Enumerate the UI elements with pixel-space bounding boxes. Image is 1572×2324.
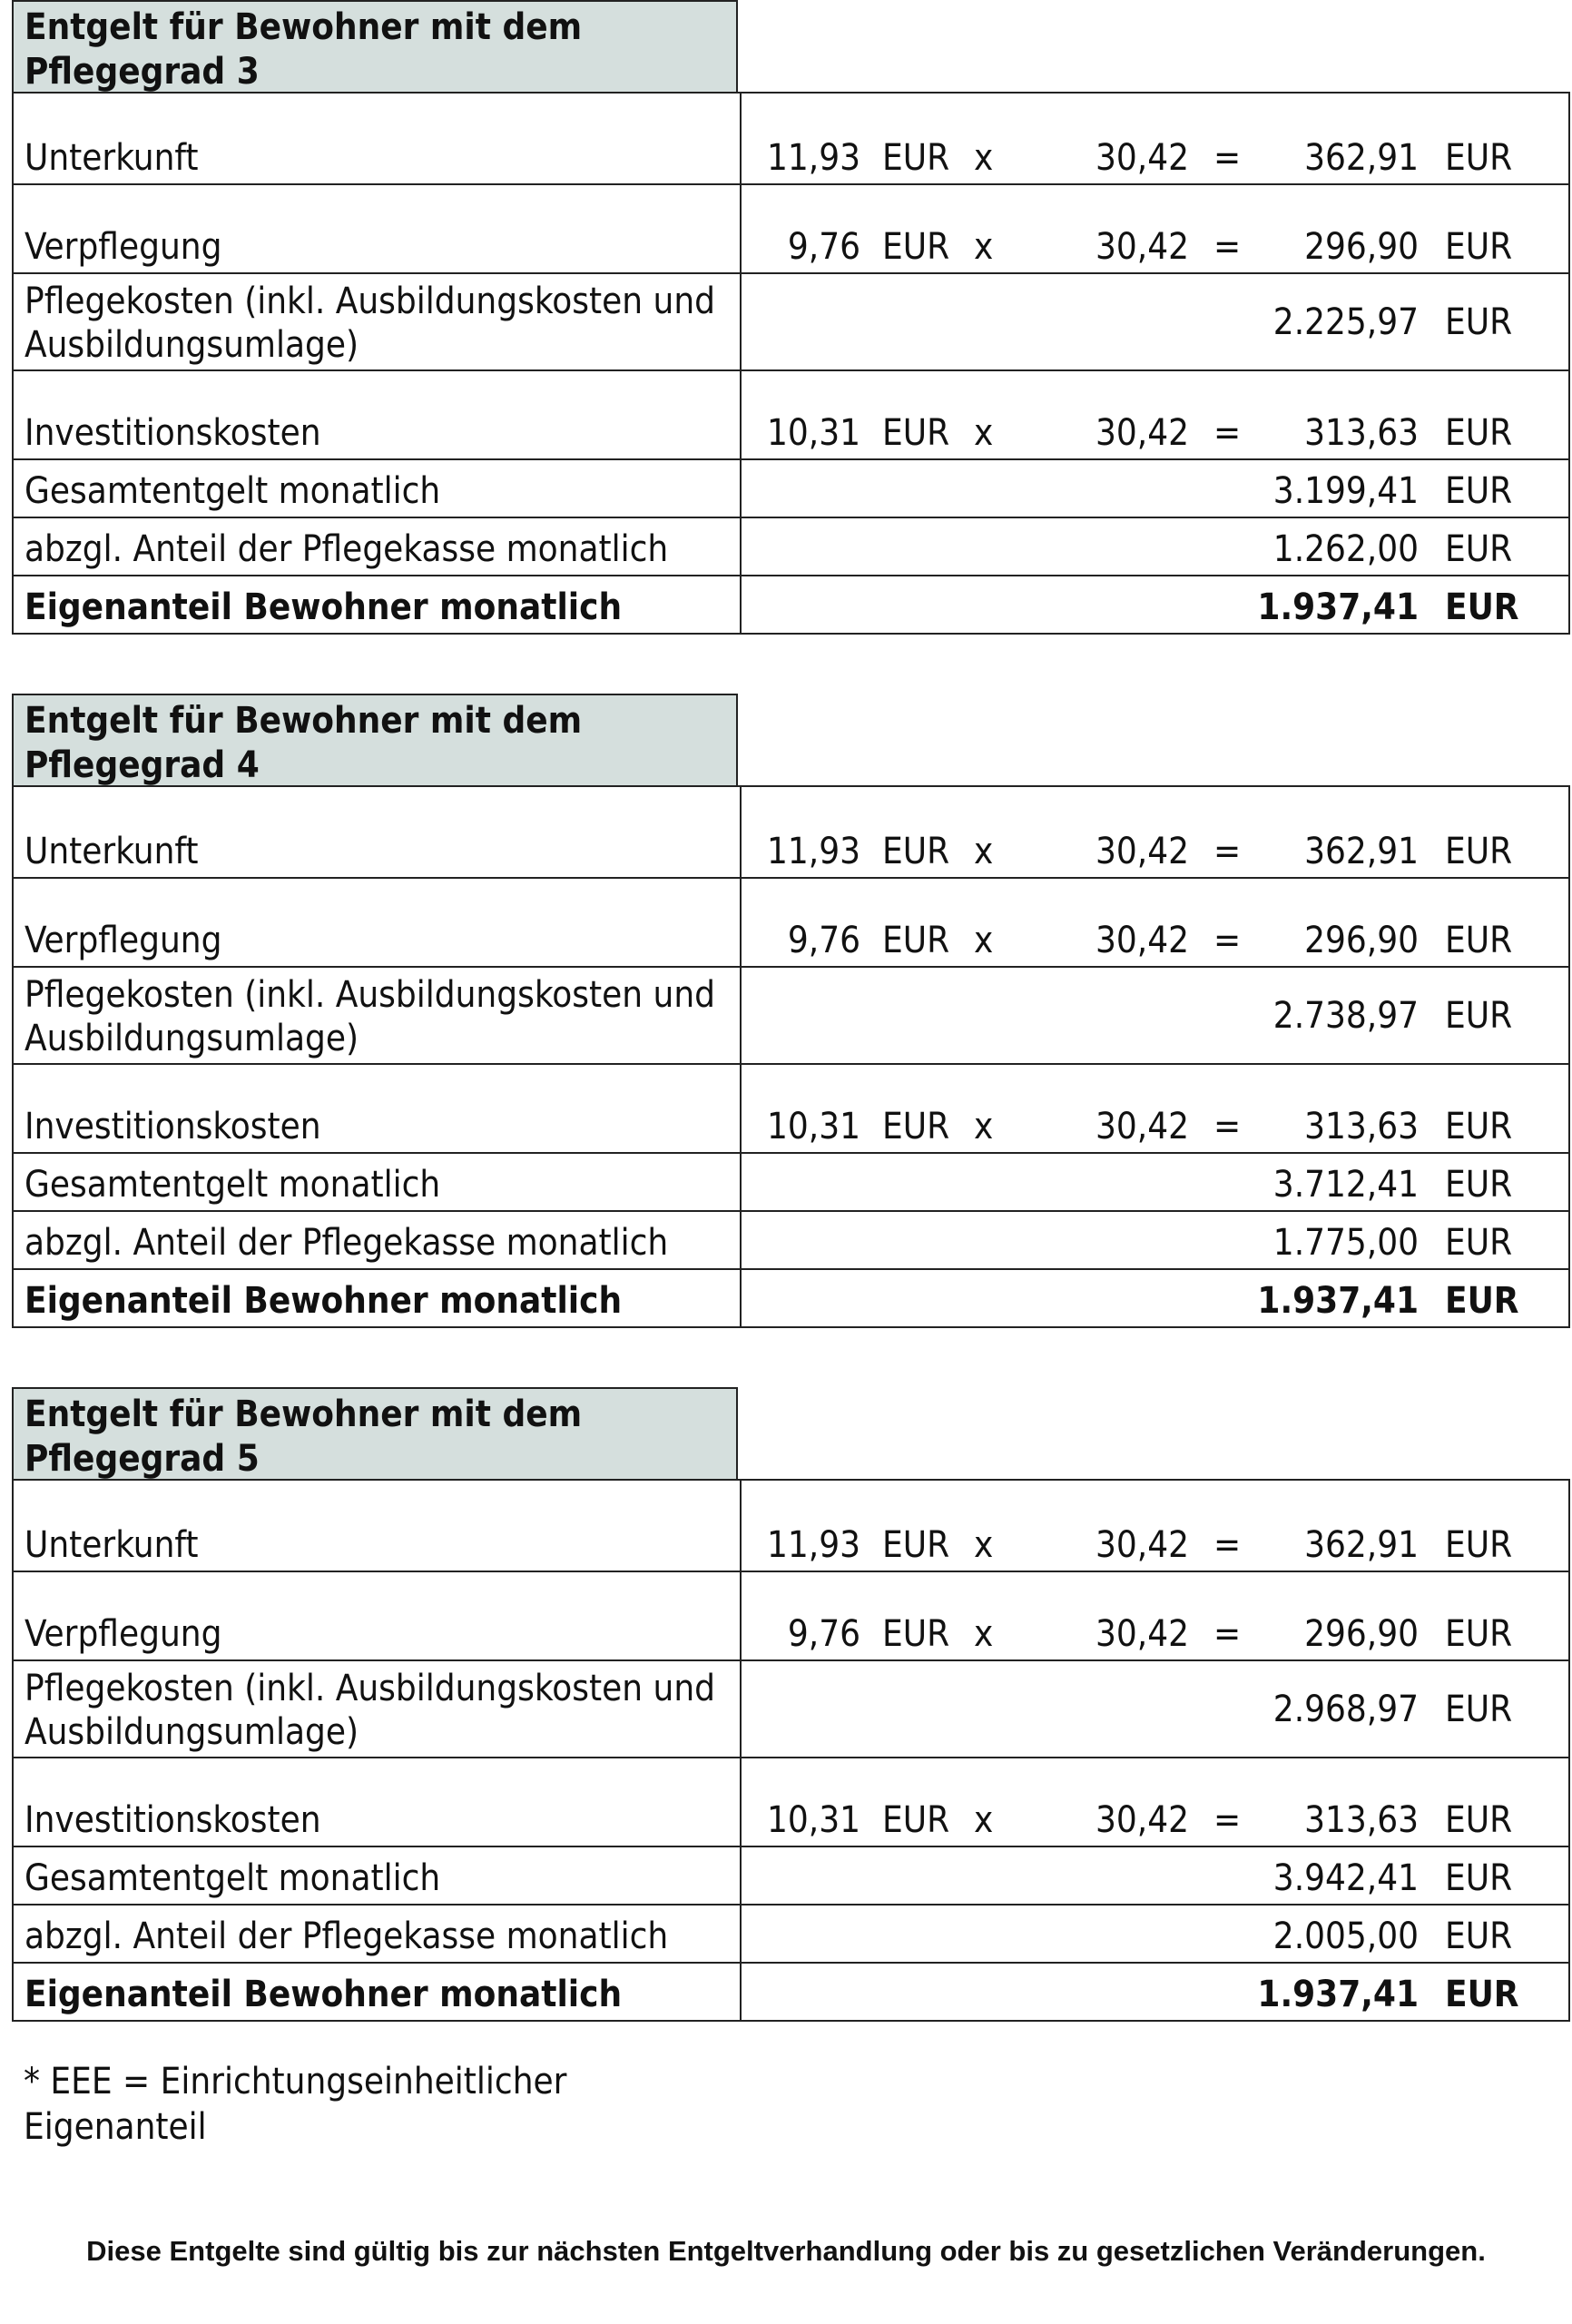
daily-rate: 9,76 (787, 920, 860, 961)
table-row-investitionskosten (12, 369, 1570, 458)
table-row-unterkunft (12, 92, 1570, 183)
table-title: Entgelt für Bewohner mit dem Pflegegrad 3 (12, 0, 738, 92)
daily-rate: 10,31 (767, 412, 860, 454)
row-label: Investitionskosten (25, 1799, 321, 1841)
equals-sign: = (1213, 226, 1242, 268)
equals-sign: = (1213, 831, 1242, 872)
total-currency: EUR (1445, 1857, 1513, 1899)
row-total: 296,90 (1304, 1613, 1419, 1655)
row-total: 1.262,00 (1272, 528, 1419, 570)
multiply-sign: x (974, 831, 994, 872)
days: 30,42 (1095, 831, 1189, 872)
row-total: 1.775,00 (1272, 1222, 1419, 1264)
table-row-pflegekosten (12, 1659, 1570, 1757)
fee-table-pflegegrad-4 (12, 694, 1570, 1328)
table-row-eigenanteil (12, 1962, 1570, 2022)
row-total: 2.738,97 (1272, 995, 1419, 1037)
fee-table-pflegegrad-5 (12, 1387, 1570, 2022)
multiply-sign: x (974, 226, 994, 268)
footnote: * EEE = Einrichtungseinheitlicher Eigenanteil (24, 2061, 567, 2148)
multiply-sign: x (974, 412, 994, 454)
table-header (12, 0, 1570, 92)
equals-sign: = (1213, 137, 1242, 179)
total-currency: EUR (1445, 586, 1519, 628)
row-total: 296,90 (1304, 920, 1419, 961)
table-rows (12, 92, 1570, 635)
row-total: 1.937,41 (1257, 586, 1419, 628)
row-total: 2.968,97 (1272, 1689, 1419, 1730)
daily-rate: 10,31 (767, 1106, 860, 1147)
table-row-pflegekasse (12, 1904, 1570, 1962)
row-total: 2.225,97 (1272, 301, 1419, 343)
table-rows (12, 1479, 1570, 2022)
table-header (12, 1387, 1570, 1479)
rate-unit: EUR (882, 137, 950, 179)
table-row-gesamtentgelt (12, 1152, 1570, 1210)
daily-rate: 9,76 (787, 1613, 860, 1655)
multiply-sign: x (974, 1524, 994, 1566)
multiply-sign: x (974, 137, 994, 179)
total-currency: EUR (1445, 137, 1513, 179)
table-row-investitionskosten (12, 1757, 1570, 1846)
row-label: Verpflegung (25, 226, 222, 268)
equals-sign: = (1213, 1106, 1242, 1147)
rate-unit: EUR (882, 1799, 950, 1841)
daily-rate: 11,93 (767, 1524, 860, 1566)
equals-sign: = (1213, 1613, 1242, 1655)
row-label: Unterkunft (25, 137, 199, 179)
table-title: Entgelt für Bewohner mit dem Pflegegrad 4 (12, 694, 738, 785)
row-total: 3.199,41 (1272, 470, 1419, 512)
row-total: 296,90 (1304, 226, 1419, 268)
multiply-sign: x (974, 920, 994, 961)
days: 30,42 (1095, 1799, 1189, 1841)
total-currency: EUR (1445, 226, 1513, 268)
row-label: Pflegekosten (inkl. Ausbildungskosten und Ausbildungsumlage) (25, 1668, 715, 1753)
days: 30,42 (1095, 1613, 1189, 1655)
total-currency: EUR (1445, 1280, 1519, 1322)
rate-unit: EUR (882, 412, 950, 454)
table-row-verpflegung (12, 183, 1570, 272)
table-row-pflegekosten (12, 966, 1570, 1063)
table-row-gesamtentgelt (12, 1846, 1570, 1904)
table-row-verpflegung (12, 1571, 1570, 1659)
total-currency: EUR (1445, 1613, 1513, 1655)
rate-unit: EUR (882, 226, 950, 268)
days: 30,42 (1095, 412, 1189, 454)
row-total: 313,63 (1304, 412, 1419, 454)
total-currency: EUR (1445, 528, 1513, 570)
total-currency: EUR (1445, 1164, 1513, 1206)
rate-unit: EUR (882, 1613, 950, 1655)
row-label: abzgl. Anteil der Pflegekasse monatlich (25, 528, 669, 570)
row-total: 362,91 (1304, 1524, 1419, 1566)
rate-unit: EUR (882, 1106, 950, 1147)
table-row-pflegekosten (12, 272, 1570, 369)
multiply-sign: x (974, 1613, 994, 1655)
table-row-verpflegung (12, 877, 1570, 966)
rate-unit: EUR (882, 1524, 950, 1566)
days: 30,42 (1095, 1524, 1189, 1566)
total-currency: EUR (1445, 995, 1513, 1037)
total-currency: EUR (1445, 1524, 1513, 1566)
row-label: Gesamtentgelt monatlich (25, 470, 441, 512)
row-label: Eigenanteil Bewohner monatlich (25, 1280, 623, 1322)
total-currency: EUR (1445, 920, 1513, 961)
row-total: 362,91 (1304, 831, 1419, 872)
equals-sign: = (1213, 1524, 1242, 1566)
multiply-sign: x (974, 1106, 994, 1147)
row-total: 1.937,41 (1257, 1974, 1419, 2015)
row-total: 3.942,41 (1272, 1857, 1419, 1899)
total-currency: EUR (1445, 1799, 1513, 1841)
multiply-sign: x (974, 1799, 994, 1841)
row-label: abzgl. Anteil der Pflegekasse monatlich (25, 1222, 669, 1264)
fee-table-pflegegrad-3 (12, 0, 1570, 635)
table-row-eigenanteil (12, 1268, 1570, 1328)
row-label: Unterkunft (25, 1524, 199, 1566)
equals-sign: = (1213, 1799, 1242, 1841)
table-row-unterkunft (12, 1479, 1570, 1571)
daily-rate: 10,31 (767, 1799, 860, 1841)
total-currency: EUR (1445, 1222, 1513, 1264)
days: 30,42 (1095, 137, 1189, 179)
row-label: Verpflegung (25, 1613, 222, 1655)
row-total: 3.712,41 (1272, 1164, 1419, 1206)
row-total: 362,91 (1304, 137, 1419, 179)
validity-note: Diese Entgelte sind gültig bis zur nächsten Entgeltverhandlung oder bis zu gesetzlichen Veränderungen. (86, 2235, 1486, 2267)
row-label: Pflegekosten (inkl. Ausbildungskosten und Ausbildungsumlage) (25, 281, 715, 366)
row-label: Investitionskosten (25, 1106, 321, 1147)
table-row-eigenanteil (12, 575, 1570, 635)
daily-rate: 9,76 (787, 226, 860, 268)
table-row-unterkunft (12, 785, 1570, 877)
days: 30,42 (1095, 920, 1189, 961)
row-label: Eigenanteil Bewohner monatlich (25, 1974, 623, 2015)
equals-sign: = (1213, 412, 1242, 454)
table-header (12, 694, 1570, 785)
row-label: Investitionskosten (25, 412, 321, 454)
total-currency: EUR (1445, 1915, 1513, 1957)
total-currency: EUR (1445, 1689, 1513, 1730)
row-total: 313,63 (1304, 1106, 1419, 1147)
total-currency: EUR (1445, 1974, 1519, 2015)
table-row-pflegekasse (12, 1210, 1570, 1268)
row-label: Gesamtentgelt monatlich (25, 1857, 441, 1899)
total-currency: EUR (1445, 301, 1513, 343)
row-label: Verpflegung (25, 920, 222, 961)
row-total: 2.005,00 (1272, 1915, 1419, 1957)
equals-sign: = (1213, 920, 1242, 961)
row-label: Unterkunft (25, 831, 199, 872)
total-currency: EUR (1445, 412, 1513, 454)
row-label: Gesamtentgelt monatlich (25, 1164, 441, 1206)
table-title: Entgelt für Bewohner mit dem Pflegegrad 5 (12, 1387, 738, 1479)
rate-unit: EUR (882, 920, 950, 961)
total-currency: EUR (1445, 470, 1513, 512)
row-label: Pflegekosten (inkl. Ausbildungskosten und Ausbildungsumlage) (25, 974, 715, 1059)
row-total: 1.937,41 (1257, 1280, 1419, 1322)
total-currency: EUR (1445, 1106, 1513, 1147)
row-label: abzgl. Anteil der Pflegekasse monatlich (25, 1915, 669, 1957)
total-currency: EUR (1445, 831, 1513, 872)
row-total: 313,63 (1304, 1799, 1419, 1841)
daily-rate: 11,93 (767, 831, 860, 872)
daily-rate: 11,93 (767, 137, 860, 179)
table-row-pflegekasse (12, 517, 1570, 575)
days: 30,42 (1095, 1106, 1189, 1147)
rate-unit: EUR (882, 831, 950, 872)
table-rows (12, 785, 1570, 1328)
table-row-investitionskosten (12, 1063, 1570, 1152)
row-label: Eigenanteil Bewohner monatlich (25, 586, 623, 628)
days: 30,42 (1095, 226, 1189, 268)
table-row-gesamtentgelt (12, 458, 1570, 517)
